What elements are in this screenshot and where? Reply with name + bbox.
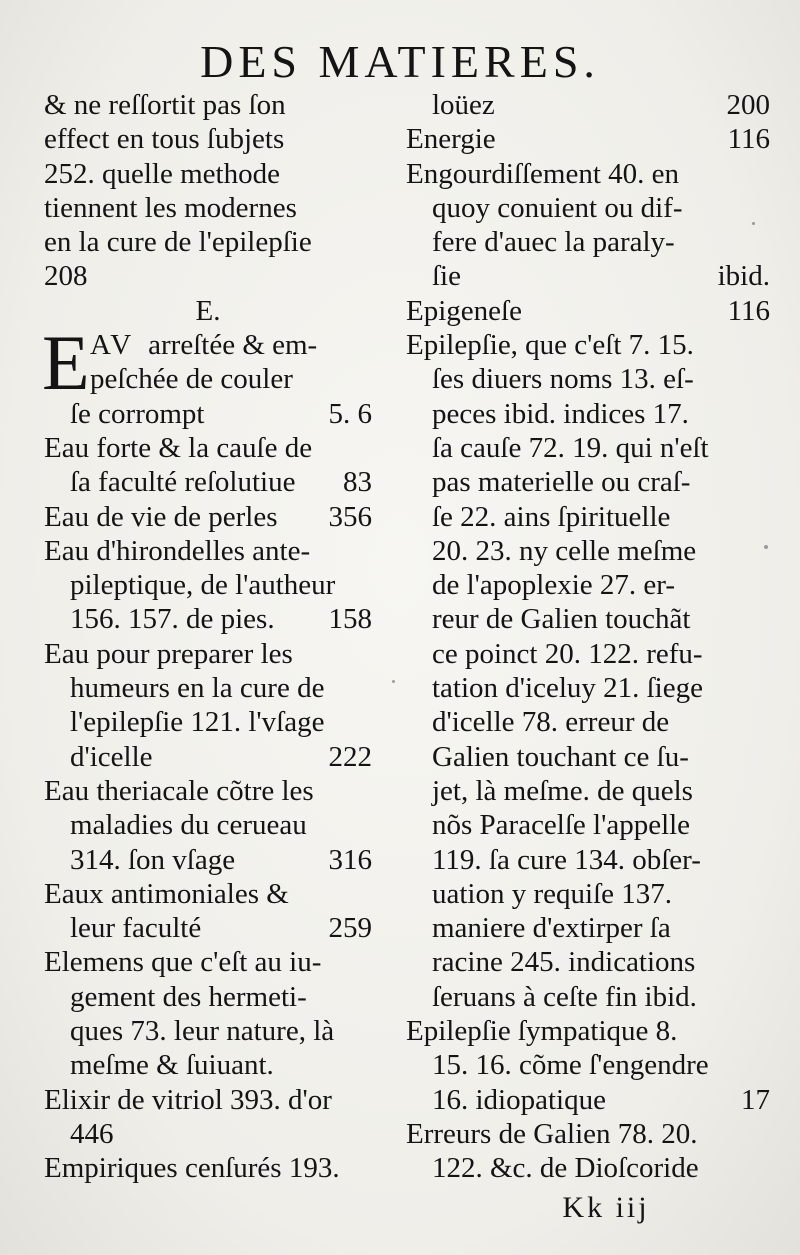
left-entry-line [44, 157, 372, 191]
right-entry-line [406, 122, 770, 156]
left-entry-line [44, 122, 372, 156]
left-entry-line [44, 740, 372, 774]
right-entry-text: nõs Paracelſe l'appelle [432, 809, 691, 842]
right-entry-text: tation d'iceluy 21. ſiege [432, 672, 703, 705]
left-entry-text: pileptique, de l'autheur [70, 569, 336, 602]
left-entry-text: Eau theriacale cõtre les [44, 774, 314, 807]
right-entry-line [406, 534, 770, 568]
left-entry-text: Elixir de vitriol 393. d'or [44, 1083, 332, 1116]
left-entry-text: Eau forte & la cauſe de [44, 431, 313, 464]
left-page-reference: 83 [343, 466, 372, 499]
right-entry-line [406, 945, 770, 979]
left-entry-text: ques 73. leur nature, là [70, 1015, 335, 1048]
left-entry-line [44, 945, 372, 979]
right-entry-line [406, 465, 770, 499]
right-entry-line [406, 157, 770, 191]
left-entry-text: 252. quelle methode [44, 157, 280, 190]
right-entry-line [406, 500, 770, 534]
right-entry-text: Galien touchant ce ſu- [432, 740, 689, 773]
left-entry-text: maladies du cerueau [70, 809, 307, 842]
right-entry-text: ſeruans à ceſte fin ibid. [432, 980, 697, 1013]
left-entry-text: E. [195, 294, 221, 327]
ink-speck [392, 680, 395, 683]
right-entry-text: jet, là meſme. de quels [432, 774, 693, 807]
right-entry-text: Erreurs de Galien 78. 20. [406, 1117, 698, 1150]
left-entry-text: 446 [70, 1117, 114, 1150]
left-entry-line [44, 1048, 372, 1082]
right-entry-text: ſa cauſe 72. 19. qui n'eſt [432, 431, 709, 464]
left-entry-text: effect en tous ſubjets [44, 123, 285, 156]
left-entry-line [44, 911, 372, 945]
right-entry-text: uation y requiſe 137. [432, 877, 673, 910]
left-entry-line [44, 362, 372, 396]
left-entry-text: tiennent les modernes [44, 191, 297, 224]
right-entry-line [406, 740, 770, 774]
right-entry-text: maniere d'extirper ſa [432, 912, 671, 945]
right-entry-line [406, 1151, 770, 1185]
left-entry-line [44, 259, 372, 293]
right-entry-line [406, 191, 770, 225]
right-entry-text: d'icelle 78. erreur de [432, 706, 670, 739]
left-entry-text: ſe corrompt [70, 397, 205, 430]
left-entry-line [44, 191, 372, 225]
drop-cap-letter: E [42, 319, 90, 407]
left-entry-line [44, 568, 372, 602]
left-entry-text: leur faculté [70, 912, 202, 945]
right-entry-line [406, 671, 770, 705]
right-entry-line [406, 294, 770, 328]
right-entry-text: 20. 23. ny celle meſme [432, 534, 697, 567]
right-entry-text: 119. ſa cure 134. obſer- [432, 843, 701, 876]
right-entry-line [406, 362, 770, 396]
right-entry-text: ſe 22. ains ſpirituelle [432, 500, 671, 533]
right-page-reference: 116 [727, 294, 770, 327]
left-entry-text: d'icelle [70, 740, 153, 773]
signature-mark: Kk iij [562, 1191, 650, 1224]
right-entry-line [406, 843, 770, 877]
right-entry-text: ſie [432, 260, 461, 293]
right-entry-text: 122. &c. de Dioſcoride [432, 1152, 699, 1185]
left-entry-text: humeurs en la cure de [70, 672, 325, 705]
left-entry-line [44, 1083, 372, 1117]
left-entry-text: en la cure de l'epilepſie [44, 226, 312, 259]
right-entry-text: de l'apoplexie 27. er- [432, 569, 675, 602]
left-entry-line [44, 1117, 372, 1151]
right-entry-line [406, 808, 770, 842]
right-entry-line [406, 1117, 770, 1151]
right-entry-text: 15. 16. cõme ſ'engendre [432, 1049, 709, 1082]
left-entry-text: l'epilepſie 121. l'vſage [70, 706, 325, 739]
right-page-reference: 200 [726, 89, 770, 121]
right-entry-text: loüez [432, 89, 495, 121]
left-page-reference: 356 [328, 500, 372, 533]
left-entry-text: ſa faculté reſolutiue [70, 466, 296, 499]
left-entry-text: gement des hermeti- [70, 980, 307, 1013]
right-entry-text: pas materielle ou craſ- [432, 466, 691, 499]
right-entry-line [406, 774, 770, 808]
left-entry-text: Empiriques cenſurés 193. [44, 1152, 340, 1185]
right-entry-line [406, 1083, 770, 1117]
right-entry-text: Energie [406, 123, 496, 156]
right-entry-text: Epilepſie, que c'eſt 7. 15. [406, 329, 694, 362]
right-entry-line [406, 431, 770, 465]
left-entry-text: 314. ſon vſage [70, 843, 236, 876]
left-entry-text: Elemens que c'eſt au iu- [44, 946, 322, 979]
right-entry-line [406, 225, 770, 259]
right-entry-line [406, 88, 770, 122]
right-entry-line [406, 705, 770, 739]
left-entry-line [44, 294, 372, 328]
right-entry-text: ſes diuers noms 13. eſ- [432, 363, 694, 396]
left-entry-text: Eau pour preparer les [44, 637, 293, 670]
left-page-reference: 5. 6 [328, 397, 372, 430]
right-entry-text: fere d'auec la paraly- [432, 226, 675, 259]
ink-speck [752, 222, 755, 225]
left-page-reference: 222 [328, 740, 372, 773]
left-page-reference: 158 [328, 603, 372, 636]
left-entry-line [44, 980, 372, 1014]
right-entry-text: reur de Galien touchãt [432, 603, 691, 636]
left-entry-line [44, 705, 372, 739]
left-entry-line [44, 843, 372, 877]
right-entry-line [406, 637, 770, 671]
right-entry-text: quoy conuient ou dif- [432, 191, 683, 224]
left-entry-line [44, 431, 372, 465]
right-entry-text: Epigeneſe [406, 294, 522, 327]
right-entry-line [406, 980, 770, 1014]
right-entry-text: 16. idiopatique [432, 1083, 606, 1116]
right-entry-line [406, 397, 770, 431]
left-page-reference: 259 [328, 912, 372, 945]
left-entry-line [44, 671, 372, 705]
ink-speck [764, 545, 768, 549]
left-entry-line [44, 88, 372, 122]
left-entry-line [44, 877, 372, 911]
left-entry-text: 208 [44, 260, 88, 293]
left-entry-line [44, 225, 372, 259]
left-entry-text: meſme & ſuiuant. [70, 1049, 274, 1082]
left-entry-text: & ne reſſortit pas ſon [44, 89, 286, 121]
right-page-reference: ibid. [717, 260, 770, 293]
index-column-right [406, 88, 770, 1186]
right-entry-line [406, 602, 770, 636]
right-entry-line [406, 877, 770, 911]
right-entry-line [406, 568, 770, 602]
right-entry-text: racine 245. indications [432, 946, 696, 979]
left-entry-line [44, 774, 372, 808]
left-entry-text: arreſtée & em- [148, 329, 318, 362]
left-entry-line [44, 1014, 372, 1048]
right-entry-line [406, 259, 770, 293]
right-entry-text: ce poinct 20. 122. refu- [432, 637, 703, 670]
right-page-reference: 116 [727, 123, 770, 156]
left-entry-text: Eau de vie de perles [44, 500, 278, 533]
index-column-left [44, 88, 372, 1186]
drop-cap-small-caps: AV [90, 329, 135, 362]
right-page-reference: 17 [741, 1083, 770, 1116]
left-page-reference: 316 [328, 843, 372, 876]
left-entry-text: peſchée de couler [90, 363, 293, 396]
left-entry-line [44, 500, 372, 534]
right-entry-line [406, 328, 770, 362]
right-entry-line [406, 1048, 770, 1082]
left-entry-line [44, 534, 372, 568]
left-entry-line [44, 465, 372, 499]
left-entry-line [44, 808, 372, 842]
left-entry-line [44, 602, 372, 636]
right-entry-text: Engourdiſſement 40. en [406, 157, 680, 190]
left-entry-line [44, 397, 372, 431]
left-entry-text: Eau d'hirondelles ante- [44, 534, 311, 567]
left-entry-line [44, 637, 372, 671]
left-entry-text: 156. 157. de pies. [70, 603, 275, 636]
right-entry-text: peces ibid. indices 17. [432, 397, 689, 430]
left-entry-line [44, 1151, 372, 1185]
left-entry-text: Eaux antimoniales & [44, 877, 289, 910]
right-entry-line [406, 911, 770, 945]
right-entry-text: Epilepſie ſympatique 8. [406, 1015, 678, 1048]
running-head: DES MATIERES. [200, 36, 600, 87]
right-entry-line [406, 1014, 770, 1048]
